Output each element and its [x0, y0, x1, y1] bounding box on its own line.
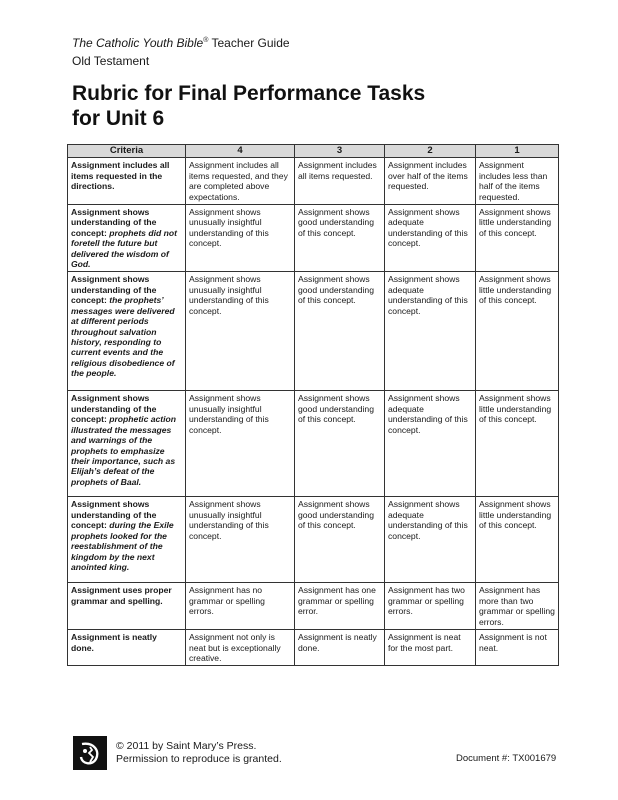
score-4-cell: Assignment shows unusually insightful understanding of this concept. [186, 391, 295, 497]
criteria-text: Assignment shows understanding of the concept: [71, 393, 157, 425]
header-score-3: 3 [295, 145, 385, 158]
page-title [72, 81, 425, 131]
copyright-notice [116, 740, 282, 766]
criteria-cell [68, 497, 186, 583]
score-4-cell: Assignment shows unusually insightful understanding of this concept. [186, 497, 295, 583]
header-score-2: 2 [385, 145, 476, 158]
criteria-cell [68, 391, 186, 497]
header-criteria: Criteria [68, 145, 186, 158]
criteria-text: Assignment shows understanding of the concept: [71, 499, 157, 531]
header-score-1: 1 [476, 145, 559, 158]
criteria-text: Assignment is neatly done. [71, 632, 157, 653]
score-1-cell: Assignment includes less than half of the items requested. [476, 158, 559, 205]
criteria-cell [68, 158, 186, 205]
table-header-row [68, 145, 559, 158]
criteria-text: Assignment includes all items requested in the directions. [71, 160, 170, 192]
copyright-line: © 2011 by Saint Mary’s Press. [116, 740, 257, 752]
score-4-cell: Assignment not only is neat but is exceptionally creative. [186, 630, 295, 666]
score-3-cell: Assignment is neatly done. [295, 630, 385, 666]
score-1-cell: Assignment shows little understanding of this concept. [476, 391, 559, 497]
registered-mark: ® [203, 37, 209, 44]
document-number: Document #: TX001679 [456, 753, 557, 764]
criteria-cell [68, 583, 186, 630]
score-2-cell: Assignment shows adequate understanding of this concept. [385, 272, 476, 391]
table-row [68, 158, 559, 205]
score-4-cell: Assignment includes all items requested, and they are completed above expectations. [186, 158, 295, 205]
score-1-cell: Assignment is not neat. [476, 630, 559, 666]
criteria-cell [68, 205, 186, 272]
rubric-table [67, 144, 559, 666]
criteria-concept: prophetic action illustrated the messages and warnings of the prophets to emphasize their importance, such as Elijah’s defeat of the prophets of Baal. [71, 414, 177, 487]
score-2-cell: Assignment has two grammar or spelling errors. [385, 583, 476, 630]
table-row [68, 205, 559, 272]
score-2-cell: Assignment shows adequate understanding of this concept. [385, 497, 476, 583]
criteria-text: Assignment shows understanding of the concept: [71, 207, 157, 238]
score-3-cell: Assignment shows good understanding of this concept. [295, 205, 385, 272]
table-row [68, 497, 559, 583]
section-label: Old Testament [72, 54, 150, 68]
saint-marys-press-logo [72, 735, 108, 771]
criteria-text: Assignment shows understanding of the concept: [71, 274, 157, 306]
score-1-cell: Assignment shows little understanding of this concept. [476, 272, 559, 391]
criteria-concept: the prophets’ messages were delivered at different periods throughout salvation history, responding to current events and the religious disobedience of the people. [71, 295, 175, 379]
score-1-cell: Assignment has more than two grammar or spelling errors. [476, 583, 559, 630]
score-3-cell: Assignment shows good understanding of this concept. [295, 272, 385, 391]
header-score-4: 4 [186, 145, 295, 158]
table-row [68, 391, 559, 497]
publication-line [72, 33, 290, 51]
score-4-cell: Assignment shows unusually insightful understanding of this concept. [186, 272, 295, 391]
title-line-2: for Unit 6 [72, 107, 165, 130]
table-row [68, 583, 559, 630]
publication-title: The Catholic Youth Bible [72, 36, 204, 50]
criteria-cell [68, 272, 186, 391]
permission-line: Permission to reproduce is granted. [116, 753, 282, 765]
score-3-cell: Assignment includes all items requested. [295, 158, 385, 205]
score-4-cell: Assignment has no grammar or spelling errors. [186, 583, 295, 630]
guide-label: Teacher Guide [208, 36, 290, 50]
score-2-cell: Assignment shows adequate understanding of this concept. [385, 391, 476, 497]
score-1-cell: Assignment shows little understanding of this concept. [476, 205, 559, 272]
criteria-concept: prophets did not foretell the future but delivered the wisdom of God. [71, 227, 177, 270]
criteria-concept: during the Exile prophets looked for the reestablishment of the kingdom by the next anointed king. [71, 520, 174, 572]
score-2-cell: Assignment includes over half of the items requested. [385, 158, 476, 205]
table-row [68, 272, 559, 391]
criteria-text: Assignment uses proper grammar and spelling. [71, 585, 172, 606]
score-1-cell: Assignment shows little understanding of this concept. [476, 497, 559, 583]
score-4-cell: Assignment shows unusually insightful understanding of this concept. [186, 205, 295, 272]
score-2-cell: Assignment is neat for the most part. [385, 630, 476, 666]
score-3-cell: Assignment shows good understanding of this concept. [295, 391, 385, 497]
criteria-cell [68, 630, 186, 666]
page-header [72, 33, 290, 69]
title-line-1: Rubric for Final Performance Tasks [72, 82, 426, 105]
score-2-cell: Assignment shows adequate understanding of this concept. [385, 205, 476, 272]
score-3-cell: Assignment has one grammar or spelling error. [295, 583, 385, 630]
score-3-cell: Assignment shows good understanding of this concept. [295, 497, 385, 583]
table-row [68, 630, 559, 666]
